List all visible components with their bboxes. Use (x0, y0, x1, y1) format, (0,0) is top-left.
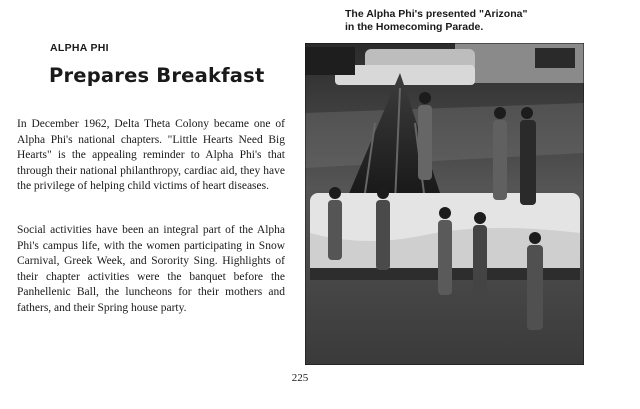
marcher-head (494, 107, 506, 119)
building-window (535, 48, 575, 68)
marcher-head (474, 212, 486, 224)
parade-float-photo (305, 43, 584, 365)
marcher-body (527, 245, 543, 330)
marcher-body (438, 220, 452, 295)
marcher-head (529, 232, 541, 244)
marcher-head (377, 187, 389, 199)
body-paragraph-social: Social activities have been an integral part of the Alpha Phi's campus life, with the women participating in Snow Carnival, Greek Week, and Sorority Sing. Highlights of their chapter activities were the banquet before the Panhellenic Ball, the luncheons for their mothers and fathers, and their Spring house party. (17, 224, 285, 314)
marcher-body (473, 225, 487, 305)
section-label: ALPHA PHI (50, 42, 109, 54)
parked-car-body (335, 65, 475, 85)
photo-caption-line-2: in the Homecoming Parade. (345, 21, 484, 33)
photo-caption (345, 8, 585, 34)
photo-caption-line-1: The Alpha Phi's presented "Arizona" (345, 8, 528, 20)
marcher-body (376, 200, 390, 270)
body-paragraph-history: In December 1962, Delta Theta Colony became one of Alpha Phi's national chapters. "Little Hearts Need Big Hearts" is the appealing reminder to Alpha Phi's that through their national philanthropy, cardiac aid, they have the privilege of helping child victims of heart diseases. (17, 118, 285, 193)
marcher-body (493, 120, 507, 200)
marcher-head (329, 187, 341, 199)
marcher-head (419, 92, 431, 104)
marcher-body (328, 200, 342, 260)
page-headline: Prepares Breakfast (49, 64, 265, 87)
marcher-body (418, 105, 432, 180)
marcher-body (520, 120, 536, 205)
marcher-head (439, 207, 451, 219)
marcher-head (521, 107, 533, 119)
page-number: 225 (291, 372, 309, 384)
parked-car-dark (305, 47, 355, 75)
